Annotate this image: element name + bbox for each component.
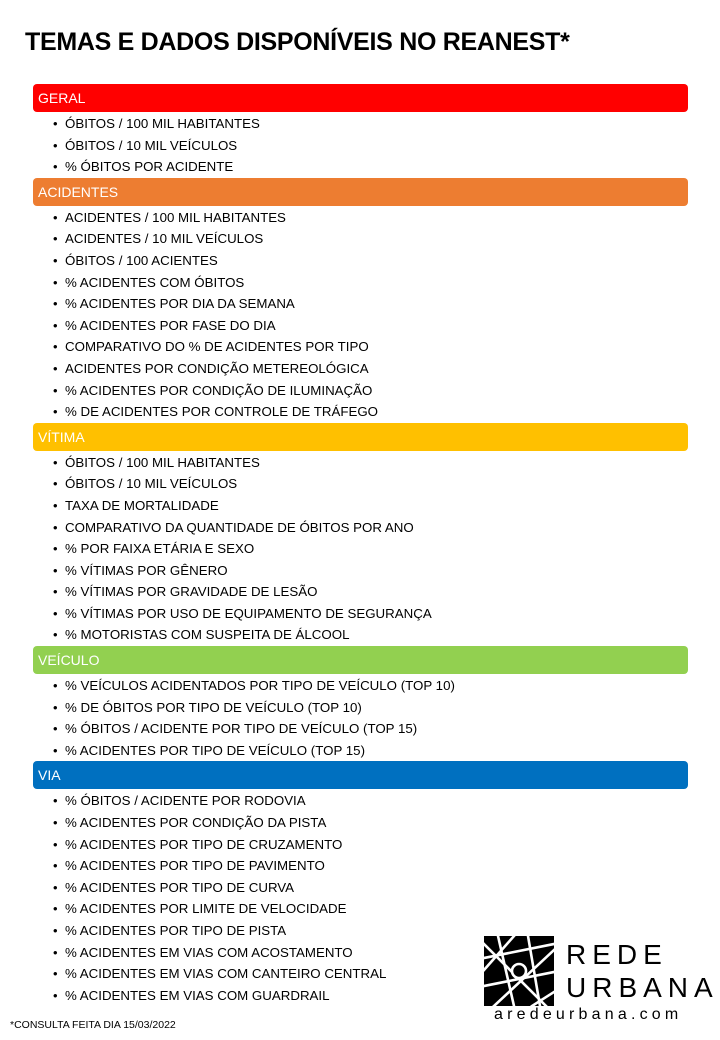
section-vitima — [33, 423, 688, 646]
list-item: • ÓBITOS / 10 MIL VEÍCULOS — [53, 473, 688, 495]
list-item: • % VEÍCULOS ACIDENTADOS POR TIPO DE VEÍCULO (TOP 10) — [53, 675, 688, 697]
list-item: • % ACIDENTES POR TIPO DE VEÍCULO (TOP 15) — [53, 740, 688, 762]
list-item: • % ACIDENTES POR TIPO DE PISTA — [53, 920, 688, 942]
list-item: • % ACIDENTES POR FASE DO DIA — [53, 315, 688, 337]
list-item: • % ACIDENTES POR TIPO DE PAVIMENTO — [53, 855, 688, 877]
list-item: • % ACIDENTES POR TIPO DE CRUZAMENTO — [53, 834, 688, 856]
list-item: • ÓBITOS / 100 ACIENTES — [53, 250, 688, 272]
list-item: • % MOTORISTAS COM SUSPEITA DE ÁLCOOL — [53, 624, 688, 646]
list-item: • % VÍTIMAS POR GRAVIDADE DE LESÃO — [53, 581, 688, 603]
section-header: GERAL — [33, 84, 688, 112]
list-item: • % DE ACIDENTES POR CONTROLE DE TRÁFEGO — [53, 401, 688, 423]
list-item: • ACIDENTES / 10 MIL VEÍCULOS — [53, 228, 688, 250]
section-items — [33, 112, 688, 178]
list-item: • % ACIDENTES EM VIAS COM ACOSTAMENTO — [53, 942, 688, 964]
section-header: VIA — [33, 761, 688, 789]
section-veiculo — [33, 646, 688, 761]
section-items — [33, 206, 688, 423]
section-header: VEÍCULO — [33, 646, 688, 674]
section-header: ACIDENTES — [33, 178, 688, 206]
brand-name-line2: URBANA — [566, 972, 719, 1003]
footnote: *CONSULTA FEITA DIA 15/03/2022 — [10, 1019, 176, 1031]
list-item: • ÓBITOS / 10 MIL VEÍCULOS — [53, 135, 688, 157]
list-item: • % ACIDENTES POR DIA DA SEMANA — [53, 293, 688, 315]
list-item: • COMPARATIVO DA QUANTIDADE DE ÓBITOS POR ANO — [53, 517, 688, 539]
themes-list — [33, 84, 688, 1006]
section-items — [33, 674, 688, 761]
list-item: • COMPARATIVO DO % DE ACIDENTES POR TIPO — [53, 336, 688, 358]
list-item: • % VÍTIMAS POR USO DE EQUIPAMENTO DE SEGURANÇA — [53, 603, 688, 625]
list-item: • % POR FAIXA ETÁRIA E SEXO — [53, 538, 688, 560]
section-header: VÍTIMA — [33, 423, 688, 451]
list-item: • ÓBITOS / 100 MIL HABITANTES — [53, 113, 688, 135]
brand-name-line1: REDE — [566, 939, 668, 970]
section-geral — [33, 84, 688, 178]
list-item: • % ACIDENTES EM VIAS COM GUARDRAIL — [53, 985, 688, 1007]
list-item: • ACIDENTES / 100 MIL HABITANTES — [53, 207, 688, 229]
section-items — [33, 451, 688, 646]
list-item: • ACIDENTES POR CONDIÇÃO METEREOLÓGICA — [53, 358, 688, 380]
street-map-icon — [484, 936, 554, 1006]
page-title: TEMAS E DADOS DISPONÍVEIS NO REANEST* — [25, 28, 570, 56]
list-item: • % ACIDENTES POR LIMITE DE VELOCIDADE — [53, 898, 688, 920]
brand-url: aredeurbana.com — [494, 1006, 683, 1023]
list-item: • % ÓBITOS / ACIDENTE POR TIPO DE VEÍCULO (TOP 15) — [53, 718, 688, 740]
list-item: • % ÓBITOS POR ACIDENTE — [53, 156, 688, 178]
list-item: • ÓBITOS / 100 MIL HABITANTES — [53, 452, 688, 474]
list-item: • % DE ÓBITOS POR TIPO DE VEÍCULO (TOP 10) — [53, 697, 688, 719]
brand-block — [484, 936, 719, 1028]
list-item: • % VÍTIMAS POR GÊNERO — [53, 560, 688, 582]
list-item: • % ACIDENTES EM VIAS COM CANTEIRO CENTRAL — [53, 963, 688, 985]
list-item: • % ACIDENTES POR CONDIÇÃO DA PISTA — [53, 812, 688, 834]
list-item: • % ÓBITOS / ACIDENTE POR RODOVIA — [53, 790, 688, 812]
list-item: • % ACIDENTES COM ÓBITOS — [53, 272, 688, 294]
section-acidentes — [33, 178, 688, 423]
list-item: • % ACIDENTES POR CONDIÇÃO DE ILUMINAÇÃO — [53, 380, 688, 402]
list-item: • TAXA DE MORTALIDADE — [53, 495, 688, 517]
list-item: • % ACIDENTES POR TIPO DE CURVA — [53, 877, 688, 899]
